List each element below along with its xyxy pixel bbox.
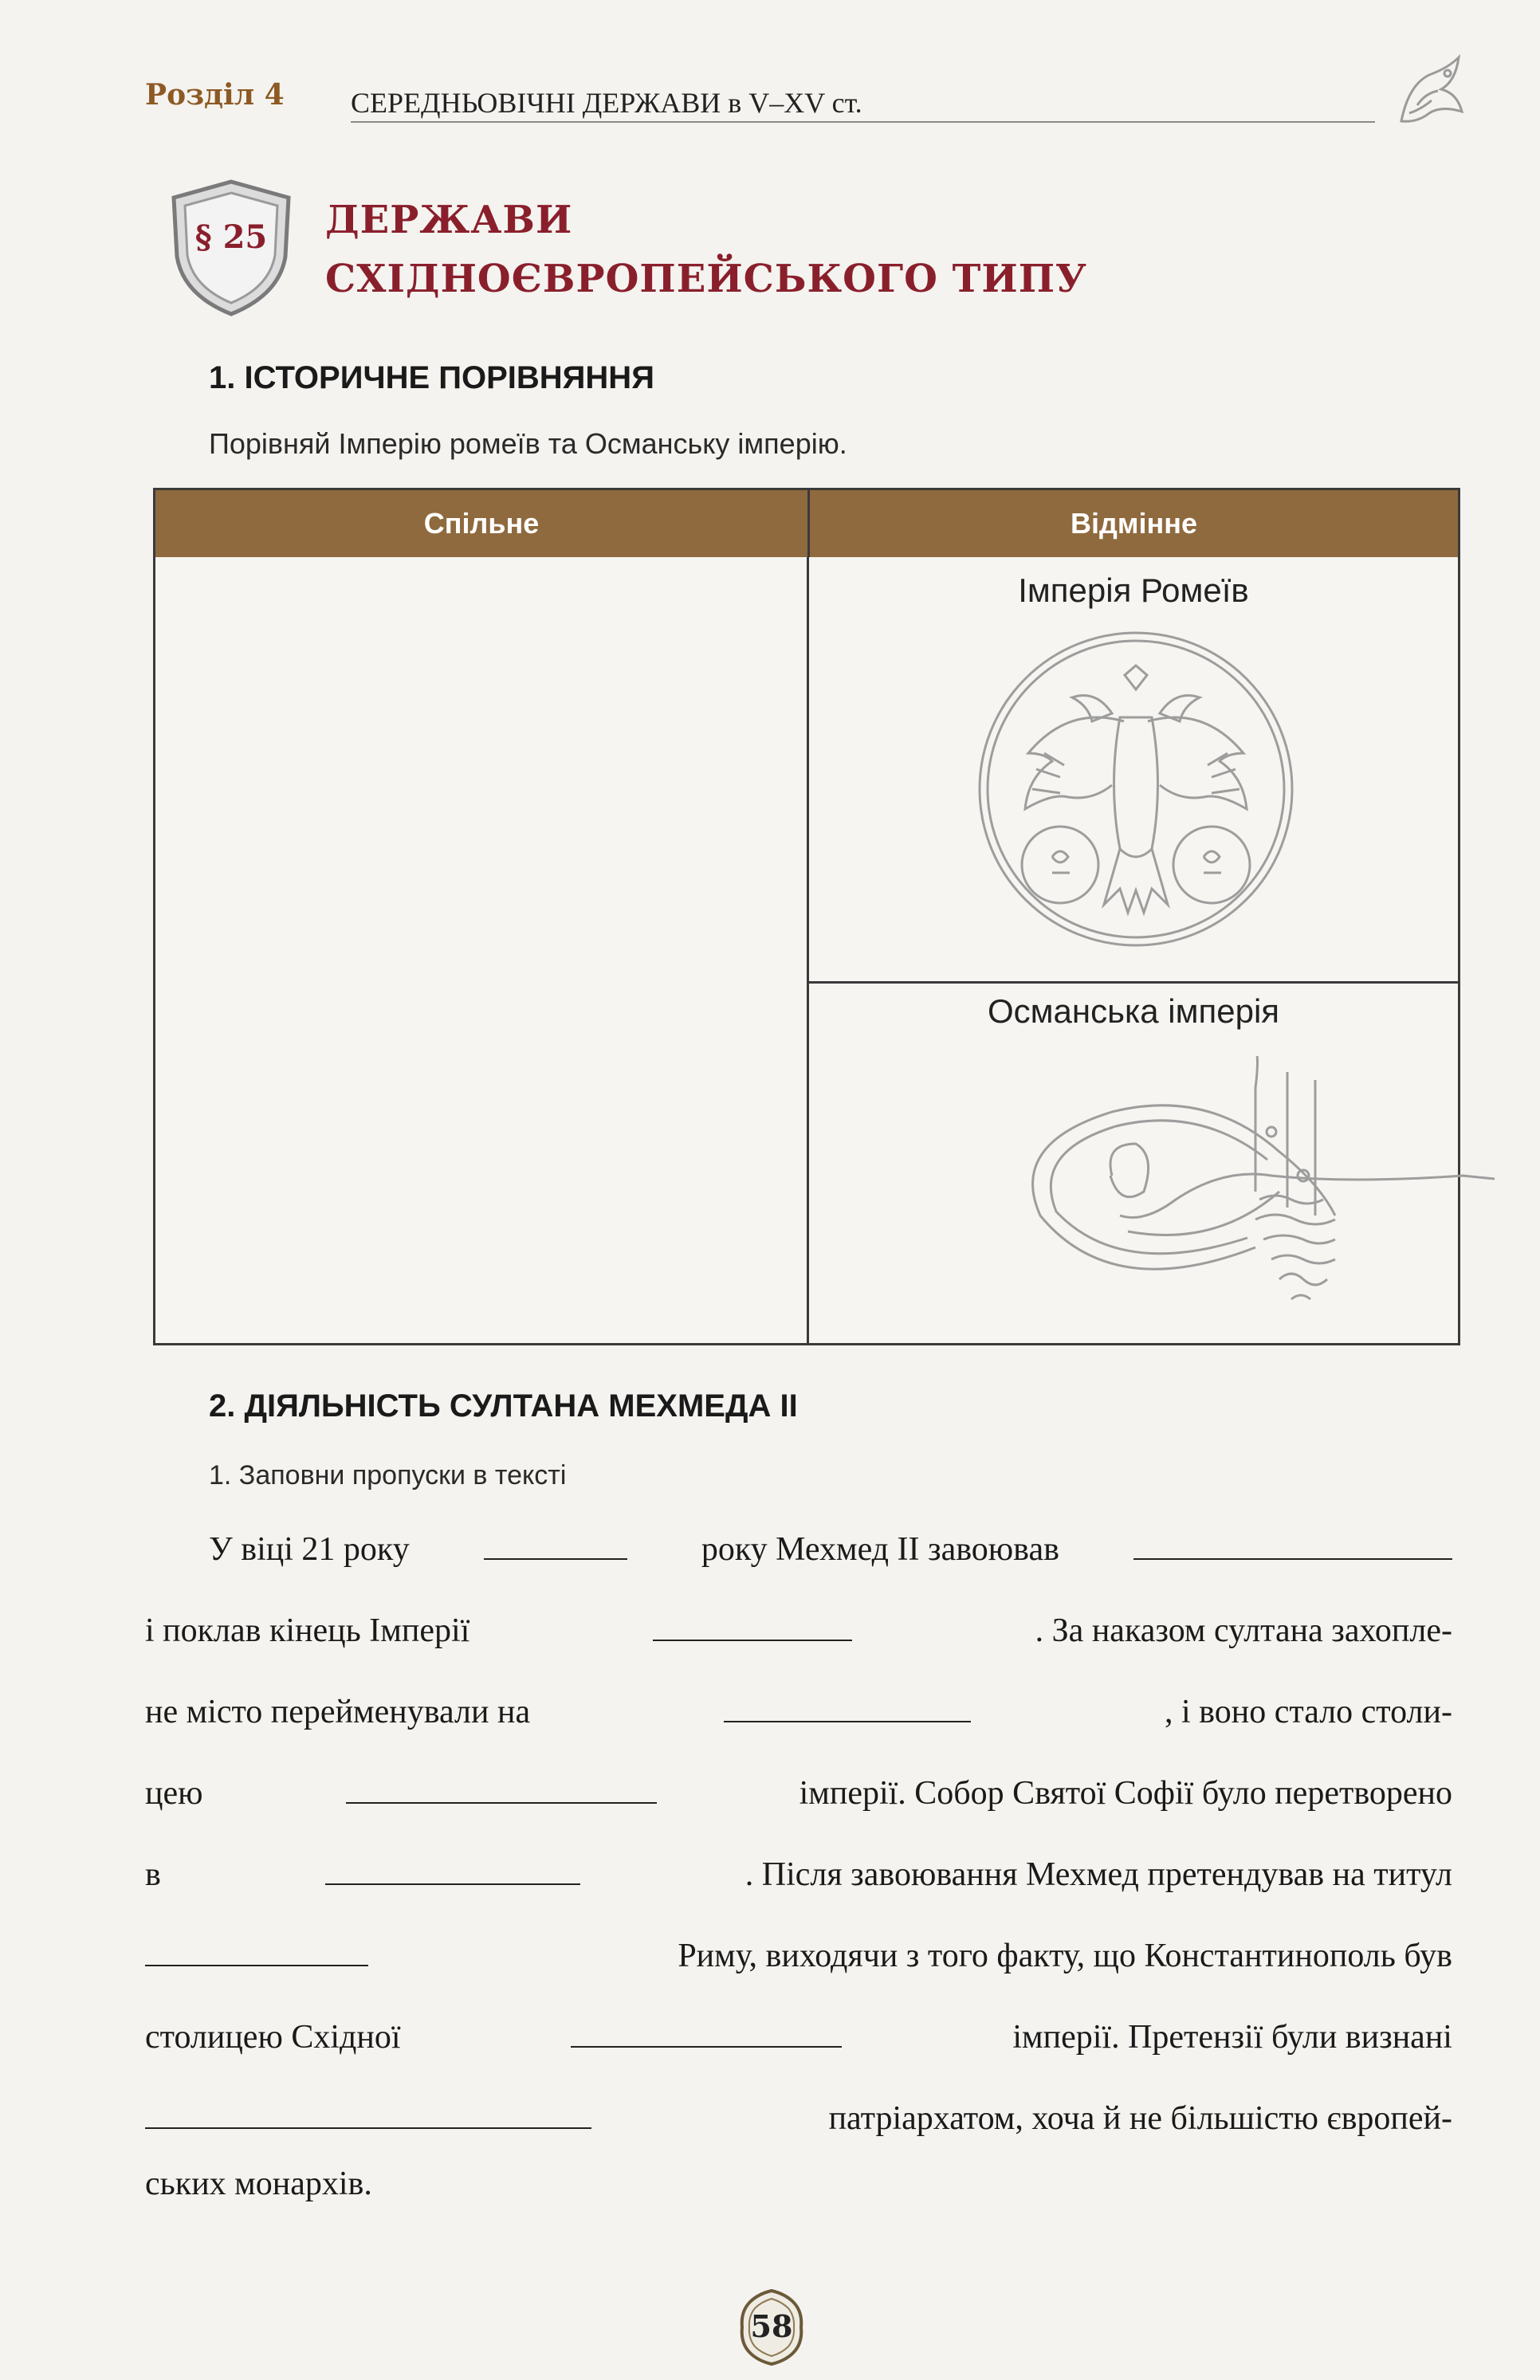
text-fragment: імперії. Собор Святої Софії було перетворено bbox=[799, 1775, 1452, 1812]
text-line bbox=[145, 1774, 1452, 1812]
empire-rome-label: Імперія Ромеїв bbox=[1018, 571, 1249, 609]
text-line bbox=[209, 1530, 1452, 1569]
text-fragment: не місто перейменували на bbox=[145, 1694, 531, 1730]
text-line bbox=[145, 2099, 1452, 2138]
text-line bbox=[145, 1856, 1452, 1894]
text-fragment: імперії. Претензії були визнані bbox=[1012, 2019, 1452, 2056]
text-line bbox=[145, 1612, 1452, 1650]
blank-field[interactable] bbox=[1133, 1531, 1452, 1560]
text-fragment: і поклав кінець Імперії bbox=[145, 1612, 470, 1649]
text-line bbox=[145, 2165, 1452, 2203]
comparison-table bbox=[153, 488, 1460, 1345]
text-fragment: . За наказом султана захопле- bbox=[1035, 1612, 1452, 1649]
empire-ottoman-label: Османська імперія bbox=[987, 992, 1280, 1030]
blank-field[interactable] bbox=[346, 1775, 657, 1804]
text-fragment: У віці 21 року bbox=[209, 1531, 410, 1568]
text-fragment: . Після завоювання Мехмед претендував на титул bbox=[744, 1856, 1452, 1893]
task1-heading: 1. ІСТОРИЧНЕ ПОРІВНЯННЯ bbox=[209, 360, 654, 395]
text-fragment: ських монархів. bbox=[145, 2166, 372, 2202]
chapter-label: Розділ 4 bbox=[145, 78, 285, 112]
section-number: § 25 bbox=[194, 218, 268, 256]
table-column-divider bbox=[807, 557, 809, 1343]
task2-prompt: 1. Заповни пропуски в тексті bbox=[209, 1460, 567, 1490]
table-row-divider bbox=[809, 981, 1458, 984]
blank-field[interactable] bbox=[325, 1856, 580, 1885]
chapter-title: СЕРЕДНЬОВІЧНІ ДЕРЖАВИ в V–XV ст. bbox=[351, 87, 862, 119]
text-line bbox=[145, 1693, 1452, 1731]
blank-field[interactable] bbox=[145, 2100, 591, 2129]
section-title-line-1: ДЕРЖАВИ bbox=[325, 198, 573, 242]
blank-field[interactable] bbox=[571, 2019, 842, 2048]
task1-prompt: Порівняй Імперію ромеїв та Османську імперію. bbox=[209, 427, 847, 460]
tughra-icon bbox=[1016, 1056, 1540, 1319]
page-number: 58 bbox=[750, 2308, 793, 2344]
text-fragment: , і воно стало столи- bbox=[1165, 1694, 1452, 1730]
text-line bbox=[145, 2018, 1452, 2056]
dragon-ornament-icon bbox=[1385, 49, 1473, 137]
text-fragment: року Мехмед II завоював bbox=[701, 1531, 1059, 1568]
blank-field[interactable] bbox=[145, 1938, 368, 1966]
text-fragment: Риму, виходячи з того факту, що Константинополь був bbox=[678, 1938, 1452, 1974]
section-title-line-2: СХІДНОЄВРОПЕЙСЬКОГО ТИПУ bbox=[325, 257, 1087, 301]
blank-field[interactable] bbox=[724, 1694, 971, 1722]
task2-heading: 2. ДІЯЛЬНІСТЬ СУЛТАНА МЕХМЕДА II bbox=[209, 1388, 798, 1424]
text-line bbox=[145, 1937, 1452, 1975]
text-fragment: в bbox=[145, 1856, 161, 1893]
blank-field[interactable] bbox=[484, 1531, 627, 1560]
header-rule bbox=[351, 121, 1375, 123]
text-fragment: цею bbox=[145, 1775, 203, 1812]
common-answer-cell[interactable] bbox=[155, 557, 806, 1343]
table-header-different: Відмінне bbox=[807, 490, 1458, 557]
table-header-common: Спільне bbox=[155, 490, 807, 557]
text-fragment: столицею Східної bbox=[145, 2019, 401, 2056]
double-headed-eagle-icon bbox=[972, 626, 1299, 952]
blank-field[interactable] bbox=[653, 1612, 852, 1641]
text-fragment: патріархатом, хоча й не більшістю європей- bbox=[828, 2100, 1452, 2137]
